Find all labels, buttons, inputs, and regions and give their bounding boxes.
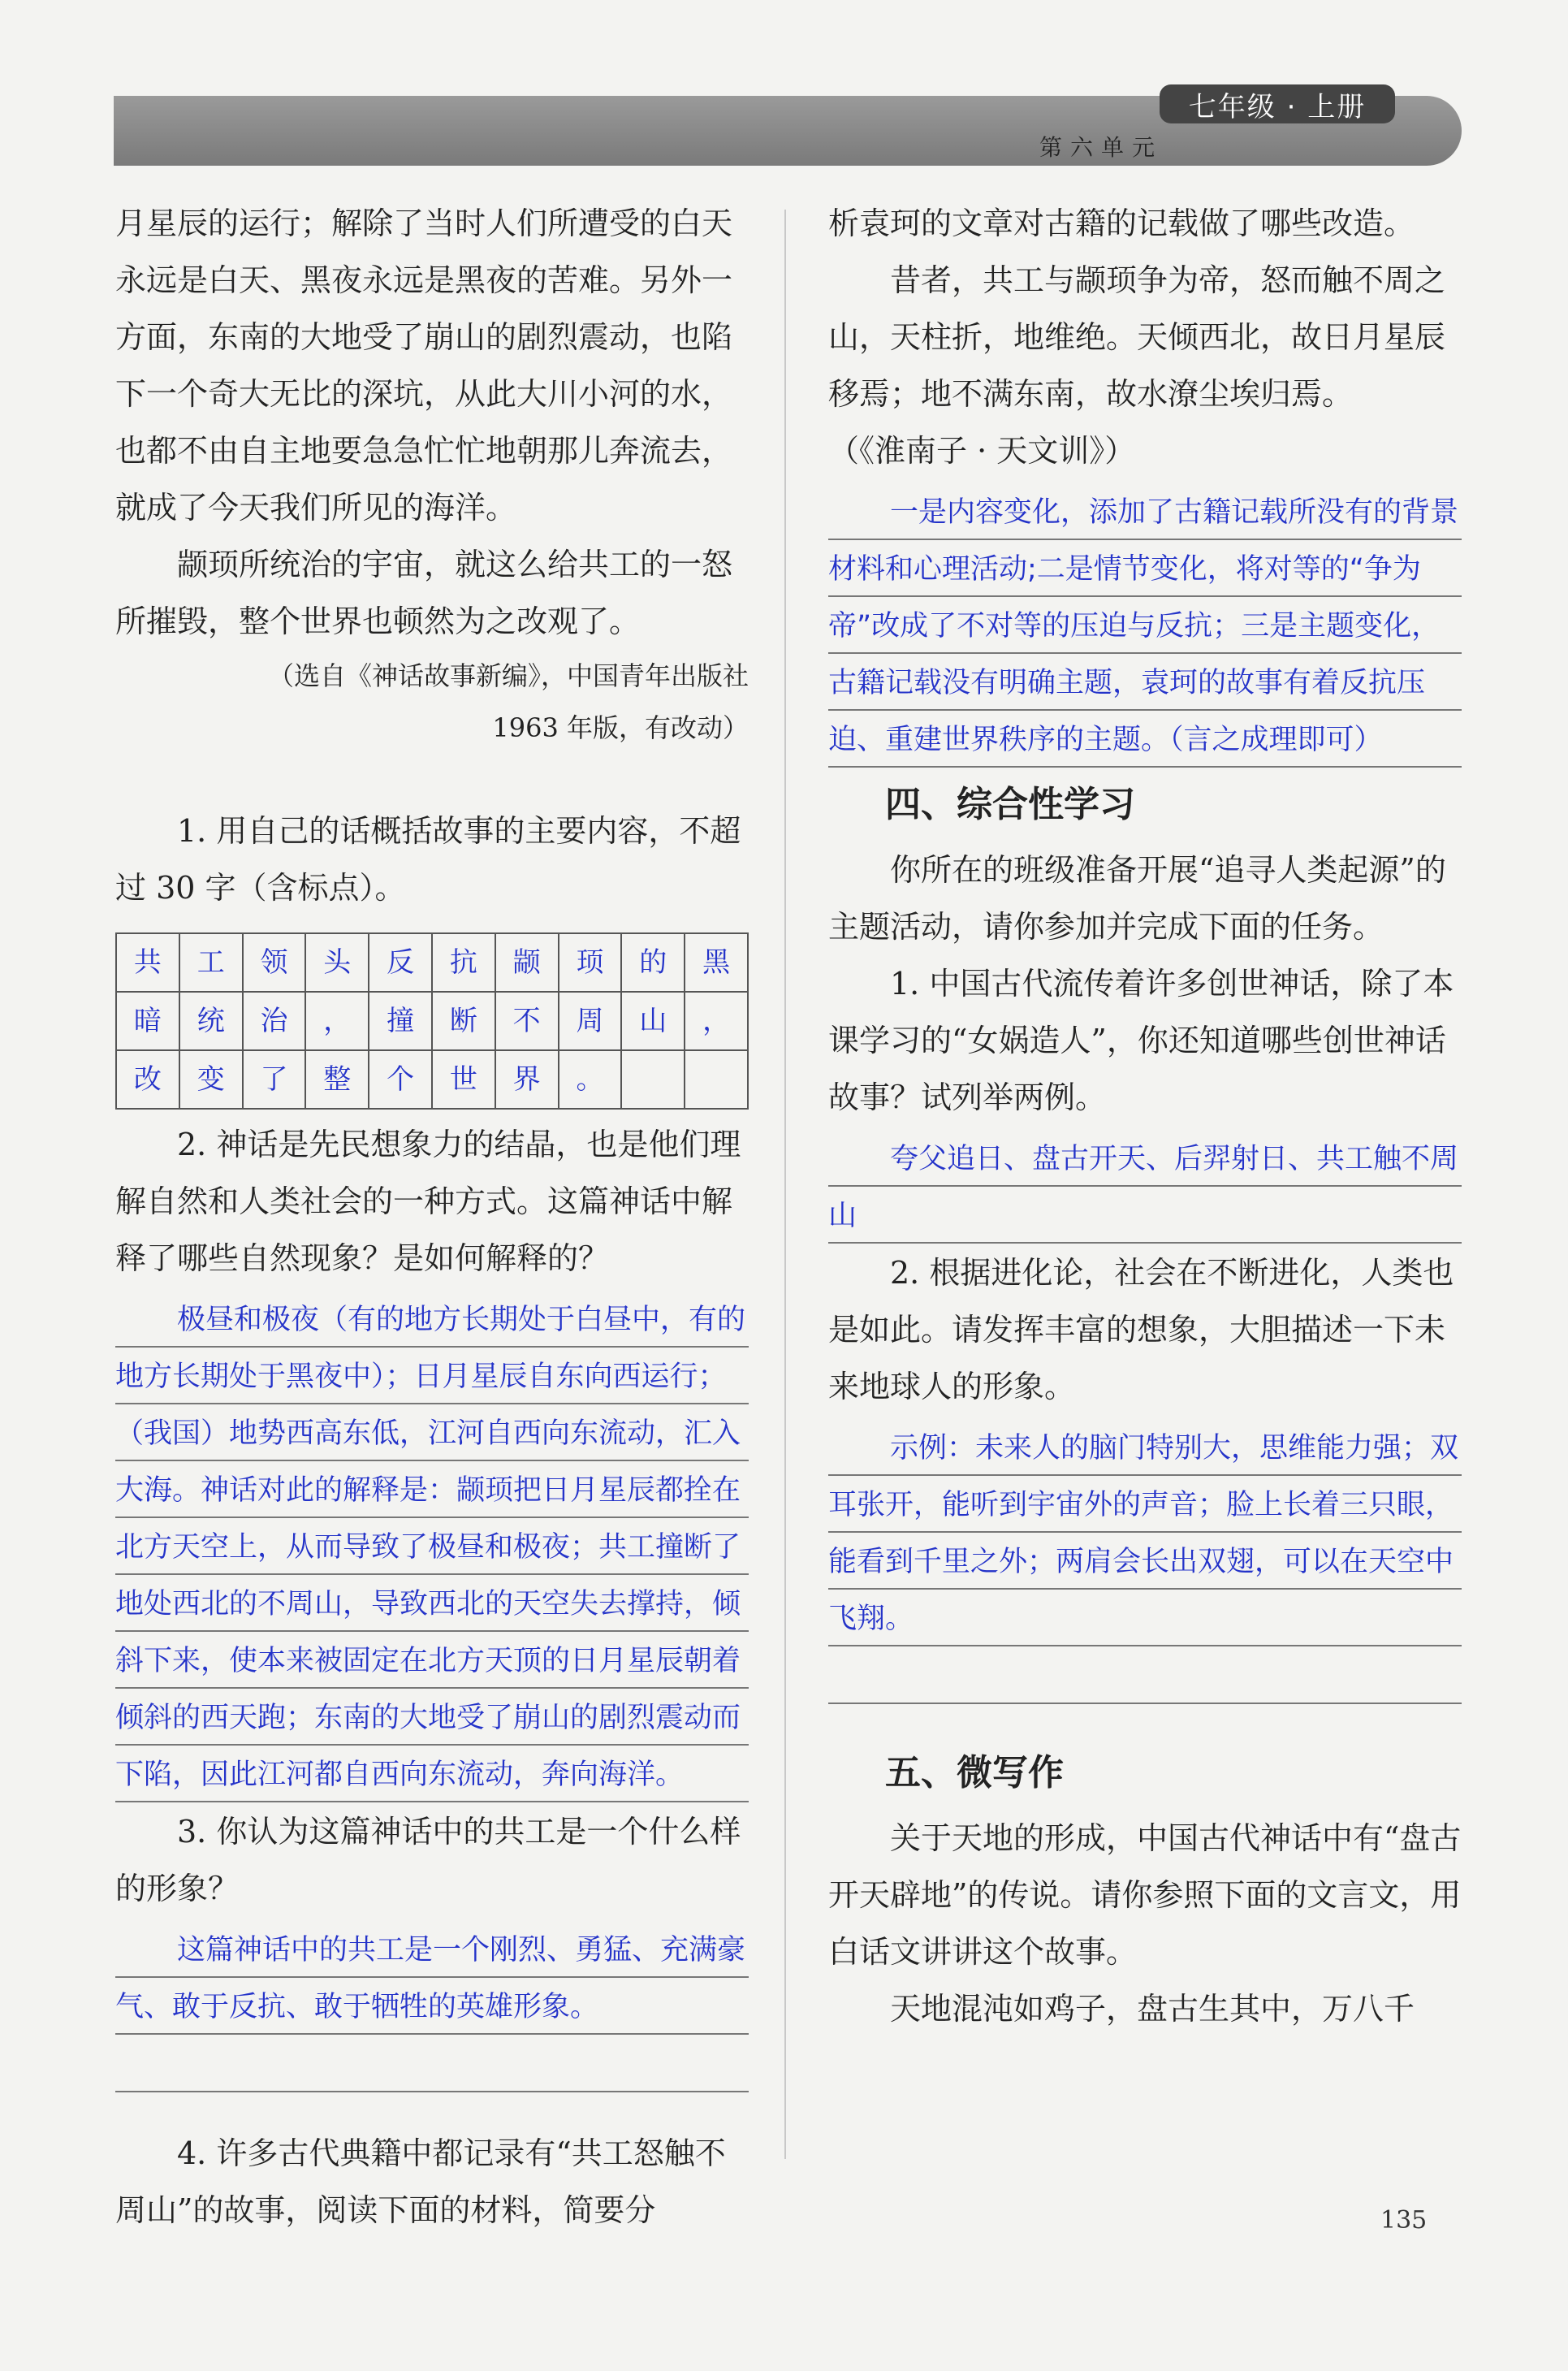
grid-cell: 工	[179, 933, 243, 992]
grid-row	[116, 1050, 748, 1109]
grid-cell: 山	[621, 992, 685, 1050]
grid-row	[116, 933, 748, 992]
grid-cell: 界	[495, 1050, 559, 1109]
grid-cell	[685, 1050, 748, 1109]
grid-cell: 反	[369, 933, 432, 992]
grid-cell: 颛	[495, 933, 559, 992]
grid-cell: 顼	[559, 933, 622, 992]
grid-cell: ，	[305, 992, 369, 1050]
section-4-intro: 你所在的班级准备开展“追寻人类起源”的主题活动，请你参加并完成下面的任务。	[828, 852, 1446, 945]
grid-cell: 头	[305, 933, 369, 992]
grid-cell: 了	[243, 1050, 306, 1109]
right-column	[828, 195, 1462, 2037]
grid-cell: 周	[559, 992, 622, 1050]
blank-answer-line	[115, 2036, 749, 2092]
section-4-question-2: 2. 根据进化论，社会在不断进化，人类也是如此。请发挥丰富的想象，大胆描述一下未来地球人的形象。	[828, 1255, 1454, 1404]
grid-cell: 改	[116, 1050, 179, 1109]
grid-cell: 抗	[432, 933, 495, 992]
grid-cell: 撞	[369, 992, 432, 1050]
grid-cell: 整	[305, 1050, 369, 1109]
classic-excerpt: 昔者，共工与颛顼争为帝，怒而触不周之山，天柱折，地维绝。天倾西北，故日月星辰移焉；地不满东南，故水潦尘埃归焉。	[828, 262, 1446, 412]
left-column	[115, 195, 749, 2239]
classic-source: （《淮南子 · 天文训》）	[828, 433, 1136, 469]
section-5-classic: 天地混沌如鸡子，盘古生其中，万八千	[890, 1991, 1415, 2027]
passage-paragraph: 颛顼所统治的宇宙，就这么给共工的一怒所摧毁，整个世界也顿然为之改观了。	[115, 547, 733, 639]
grid-cell: 个	[369, 1050, 432, 1109]
grid-cell: 共	[116, 933, 179, 992]
source-citation: 1963 年版，有改动）	[492, 712, 749, 743]
page-number: 135	[1380, 2206, 1428, 2235]
grid-cell: 的	[621, 933, 685, 992]
grid-cell: 断	[432, 992, 495, 1050]
grade-tab: 七年级 · 上册	[1160, 84, 1395, 123]
question-3: 3. 你认为这篇神话中的共工是一个什么样的形象？	[115, 1814, 741, 1906]
question-1: 1. 用自己的话概括故事的主要内容，不超过 30 字（含标点）。	[115, 813, 741, 906]
grid-cell: 黑	[685, 933, 748, 992]
passage-paragraph: 月星辰的运行；解除了当时人们所遭受的白天永远是白天、黑夜永远是黑夜的苦难。另外一方面，东南的大地受了崩山的剧烈震动，也陷下一个奇大无比的深坑，从此大川小河的水，也都不由自主地要急急忙忙地朝那儿奔流去，就成了今天我们所见的海洋。	[115, 206, 733, 526]
section-4-title: 四、综合性学习	[885, 784, 1135, 825]
grid-cell: 暗	[116, 992, 179, 1050]
grid-cell: 世	[432, 1050, 495, 1109]
grid-cell: 领	[243, 933, 306, 992]
grid-cell: 。	[559, 1050, 622, 1109]
grid-cell	[621, 1050, 685, 1109]
section-5-intro: 关于天地的形成，中国古代神话中有“盘古开天辟地”的传说。请你参照下面的文言文，用白话文讲讲这个故事。	[828, 1820, 1462, 1970]
question-2: 2. 神话是先民想象力的结晶，也是他们理解自然和人类社会的一种方式。这篇神话中解释了哪些自然现象？是如何解释的？	[115, 1127, 741, 1276]
answer-2: 极昼和极夜（有的地方长期处于白昼中，有的地方长期处于黑夜中）；日月星辰自东向西运行；（我国）地势西高东低，江河自西向东流动，汇入大海。神话对此的解释是：颛顼把日月星辰都拴在北方天空上，从而导致了极昼和极夜；共工撞断了地处西北的不周山，导致西北的天空失去撑持，倾斜下来，使本来被固定在北方天顶的日月星辰朝着倾斜的西天跑；东南的大地受了崩山的剧烈震动而下陷，因此江河都自西向东流动，奔向海洋。	[115, 1292, 749, 1803]
grid-cell: 变	[179, 1050, 243, 1109]
source-citation: （选自《神话故事新编》，中国青年出版社	[267, 660, 749, 691]
question-4-continued: 析袁珂的文章对古籍的记载做了哪些改造。	[828, 206, 1415, 241]
section-4-answer-1: 夸父追日、盘古开天、后羿射日、共工触不周山	[828, 1131, 1462, 1244]
section-4-answer-2: 示例：未来人的脑门特别大，思维能力强；双耳张开，能听到宇宙外的声音；脸上长着三只眼，能看到千里之外；两肩会长出双翅，可以在天空中飞翔。	[828, 1420, 1462, 1647]
answer-3: 这篇神话中的共工是一个刚烈、勇猛、充满豪气、敢于反抗、敢于牺牲的英雄形象。	[115, 1922, 749, 2036]
section-5-title: 五、微写作	[885, 1752, 1064, 1793]
grid-cell: 治	[243, 992, 306, 1050]
unit-label: 第六单元	[1039, 134, 1163, 161]
grid-row	[116, 992, 748, 1050]
grid-cell: 统	[179, 992, 243, 1050]
answer-4: 一是内容变化，添加了古籍记载所没有的背景材料和心理活动;二是情节变化，将对等的“争为帝”改成了不对等的压迫与反抗；三是主题变化，古籍记载没有明确主题，袁珂的故事有着反抗压迫、重建世界秩序的主题。（言之成理即可）	[828, 484, 1462, 768]
section-4-question-1: 1. 中国古代流传着许多创世神话，除了本课学习的“女娲造人”，你还知道哪些创世神话故事？试列举两例。	[828, 966, 1454, 1115]
column-divider	[784, 210, 786, 2159]
answer-grid	[115, 932, 749, 1110]
question-4: 4. 许多古代典籍中都记录有“共工怒触不周山”的故事，阅读下面的材料，简要分	[115, 2135, 726, 2228]
grid-cell: ，	[685, 992, 748, 1050]
grid-cell: 不	[495, 992, 559, 1050]
blank-answer-line	[828, 1647, 1462, 1704]
